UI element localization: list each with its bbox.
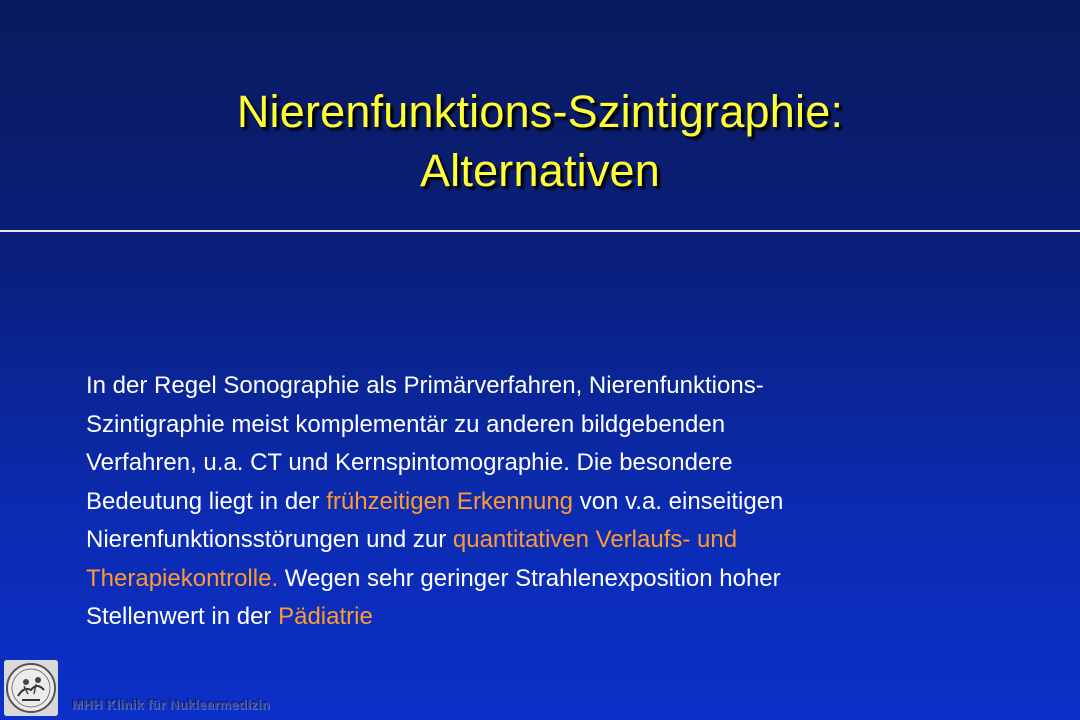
highlight-therapy-control: Therapiekontrolle. xyxy=(86,564,279,592)
title-line-1: Nierenfunktions-Szintigraphie: xyxy=(236,86,844,137)
highlight-pediatrics: Pädiatrie xyxy=(278,603,373,630)
body-text-segment: Wegen sehr geringer Strahlenexposition hoher xyxy=(278,564,781,592)
body-line: Verfahren, u.a. CT und Kernspintomographie. Die besondere xyxy=(86,449,733,476)
slide-title xyxy=(0,82,1080,200)
body-line xyxy=(86,483,1026,522)
footer-label: MHH Klinik für Nuklearmedizin xyxy=(72,697,270,712)
body-text-segment: von v.a. einseitigen xyxy=(573,487,784,515)
title-divider xyxy=(0,230,1080,232)
body-line: In der Regel Sonographie als Primärverfahren, Nierenfunktions- xyxy=(86,372,764,399)
body-line: Szintigraphie meist komplementär zu anderen bildgebenden xyxy=(86,410,726,438)
title-line-2: Alternativen xyxy=(419,145,661,196)
body-line xyxy=(86,521,1026,560)
body-text-segment: Bedeutung liegt in der xyxy=(86,487,327,515)
body-text-segment: Nierenfunktionsstörungen und zur xyxy=(86,526,453,553)
body-text-segment: Stellenwert in der xyxy=(86,603,279,630)
body-line xyxy=(86,598,1026,637)
highlight-quantitative: quantitativen Verlaufs- und xyxy=(452,526,738,553)
highlight-early-detection: frühzeitigen Erkennung xyxy=(326,487,574,515)
mhh-seal-logo-icon xyxy=(4,660,58,716)
body-paragraph xyxy=(86,367,1026,637)
body-line xyxy=(86,560,1026,599)
